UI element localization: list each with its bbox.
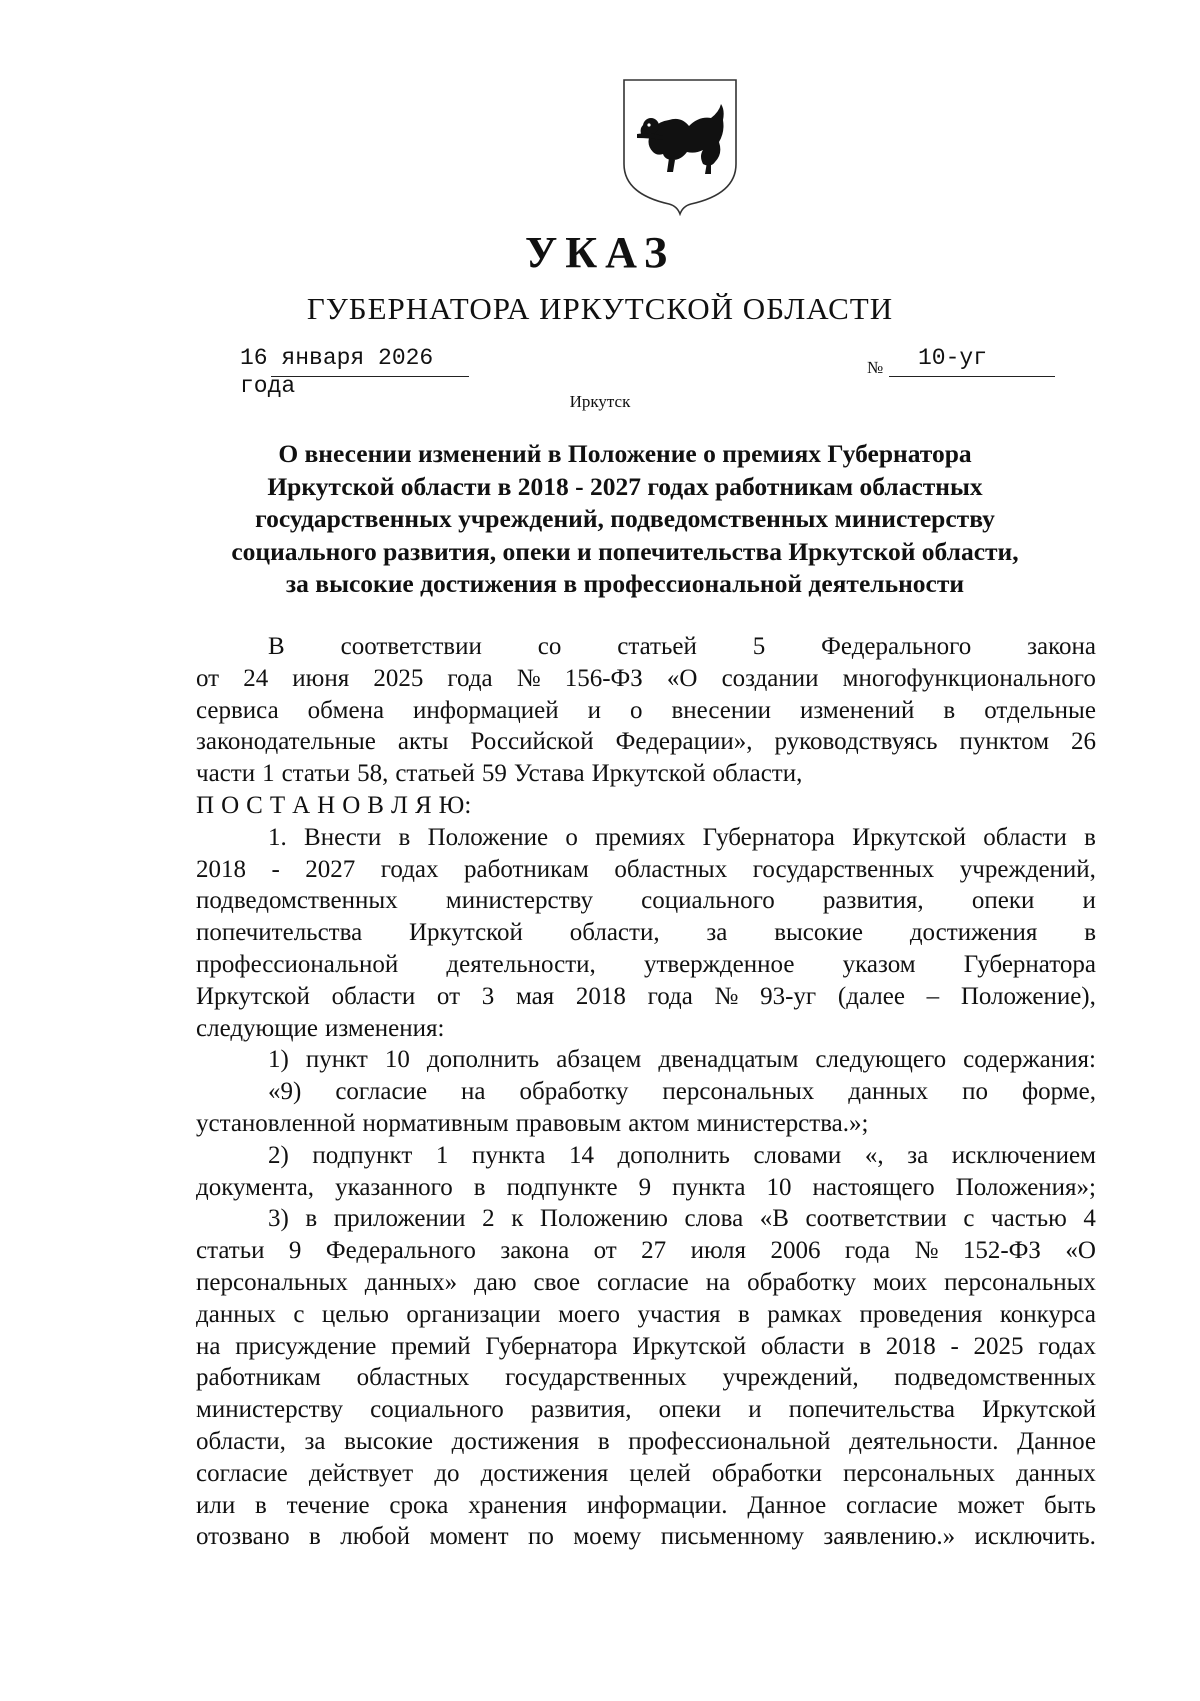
document-type-title: УКАЗ <box>524 228 676 277</box>
body-line: сервиса обмена информацией и о внесении изменений в отдельные <box>196 696 1096 724</box>
body-line: 3) в приложении 2 к Положению слова «В соответствии с частью 4 <box>268 1205 1096 1233</box>
document-heading <box>180 438 1070 601</box>
heading-line: за высокие достижения в профессиональной деятельности <box>285 569 965 598</box>
heading-line: Иркутской области в 2018 - 2027 годах работникам областных <box>267 471 983 501</box>
body-line: документа, указанного в подпункте 9 пункта 10 настоящего Положения»; <box>196 1173 1096 1201</box>
heading-line: государственных учреждений, подведомственных министерству <box>255 504 995 533</box>
body-line: П О С Т А Н О В Л Я Ю: <box>196 791 472 819</box>
body-line: 1) пункт 10 дополнить абзацем двенадцатым следующего содержания: <box>268 1046 1096 1074</box>
document-body <box>196 631 1096 1553</box>
body-line: 2) подпункт 1 пункта 14 дополнить словами «, за исключением <box>268 1141 1096 1169</box>
body-line: законодательные акты Российской Федерации», руководствуясь пунктом 26 <box>196 728 1096 756</box>
body-line: статьи 9 Федерального закона от 27 июля 2006 года № 152-ФЗ «О <box>196 1237 1096 1265</box>
body-line: от 24 июня 2025 года № 156-ФЗ «О создании многофункционального <box>196 664 1096 692</box>
heading-line: О внесении изменений в Положение о премиях Губернатора <box>278 439 972 468</box>
coat-of-arms-icon <box>619 76 741 216</box>
issue-city: Иркутск <box>569 392 631 411</box>
body-line: работникам областных государственных учреждений, подведомственных <box>196 1364 1096 1392</box>
body-line: Иркутской области от 3 мая 2018 года № 93-уг (далее – Положение), <box>196 982 1096 1010</box>
body-line: «9) согласие на обработку персональных данных по форме, <box>268 1078 1096 1106</box>
body-line: согласие действует до достижения целей обработки персональных данных <box>196 1459 1096 1487</box>
body-line: 2018 - 2027 годах работникам областных государственных учреждений, <box>196 855 1096 883</box>
date-underline <box>271 376 469 377</box>
body-line: следующие изменения: <box>196 1014 445 1042</box>
body-line: установленной нормативным правовым актом министерства.»; <box>196 1109 869 1137</box>
body-line: отозвано в любой момент по моему письменному заявлению.» исключить. <box>196 1523 1096 1551</box>
heading-line: социального развития, опеки и попечительства Иркутской области, <box>231 536 1019 566</box>
document-date: 16 января 2026 года <box>240 345 434 399</box>
body-line: министерству социального развития, опеки и попечительства Иркутской <box>196 1396 1096 1424</box>
issuing-authority: ГУБЕРНАТОРА ИРКУТСКОЙ ОБЛАСТИ <box>306 291 894 326</box>
body-line: на присуждение премий Губернатора Иркутской области в 2018 - 2025 годах <box>196 1332 1096 1360</box>
body-line: В соответствии со статьей 5 Федерального закона <box>268 633 1096 660</box>
body-line: области, за высокие достижения в профессиональной деятельности. Данное <box>196 1427 1096 1455</box>
number-sign: № <box>867 358 884 377</box>
body-line: персональных данных» даю свое согласие на обработку моих персональных <box>196 1268 1096 1296</box>
body-line: данных с целью организации моего участия в рамках проведения конкурса <box>196 1300 1096 1328</box>
body-line: или в течение срока хранения информации. Данное согласие может быть <box>196 1491 1096 1519</box>
body-line: подведомственных министерству социального развития, опеки и <box>196 887 1096 915</box>
body-line: 1. Внести в Положение о премиях Губернатора Иркутской области в <box>268 823 1096 851</box>
document-number: 10-уг <box>918 345 988 371</box>
number-underline <box>889 376 1055 377</box>
body-line: части 1 статьи 58, статьей 59 Устава Иркутской области, <box>196 760 803 788</box>
body-line: попечительства Иркутской области, за высокие достижения в <box>196 919 1096 947</box>
body-line: профессиональной деятельности, утвержденное указом Губернатора <box>196 950 1096 978</box>
